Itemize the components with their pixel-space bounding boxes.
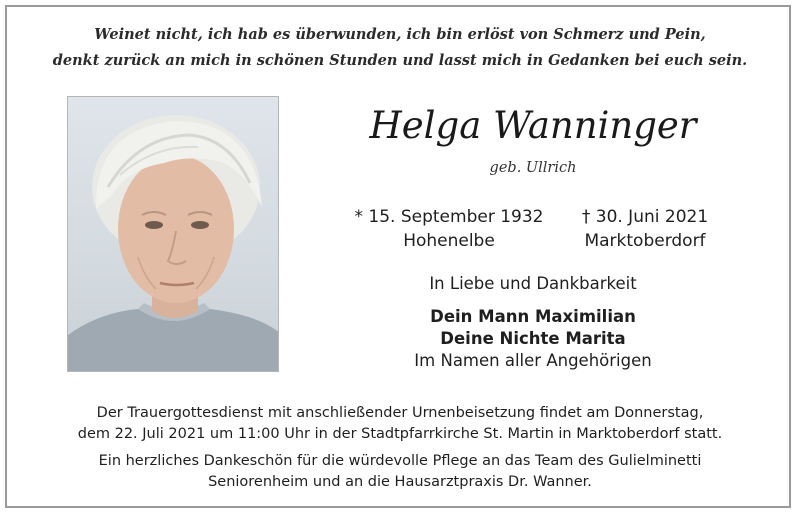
- gratitude-line-2: Seniorenheim und an die Hausarztpraxis Dr. Wanner.: [208, 474, 592, 490]
- birth-place: Hohenelbe: [403, 231, 495, 251]
- service-line-1: Der Trauergottesdienst mit anschließender Urnenbeisetzung findet am Donnerstag,: [96, 405, 704, 421]
- maiden-name: geb. Ullrich: [489, 160, 577, 176]
- verse-line-1: Weinet nicht, ich hab es überwunden, ich bin erlöst von Schmerz und Pein,: [94, 26, 706, 43]
- mourner-husband: Dein Mann Maximilian: [430, 307, 636, 326]
- funeral-service-info: [0, 403, 800, 445]
- portrait-photo: [67, 96, 279, 372]
- portrait-illustration: [68, 97, 279, 372]
- deceased-name: Helga Wanninger: [369, 104, 697, 147]
- gratitude-line-1: Ein herzliches Dankeschön für die würdevolle Pflege an das Team des Gulielminetti: [98, 453, 702, 469]
- gratitude-note: [0, 451, 800, 493]
- death-date: † 30. Juni 2021: [581, 207, 709, 227]
- death-place: Marktoberdorf: [584, 231, 706, 251]
- mourner-niece: Deine Nichte Marita: [440, 329, 626, 348]
- birth-info: [346, 205, 552, 253]
- mourners-intro: In Liebe und Dankbarkeit: [429, 274, 637, 293]
- verse-line-2: denkt zurück an mich in schönen Stunden und lasst mich in Gedanken bei euch sein.: [52, 52, 748, 69]
- service-line-2: dem 22. Juli 2021 um 11:00 Uhr in der Stadtpfarrkirche St. Martin in Marktoberdorf statt.: [77, 426, 723, 442]
- birth-date: * 15. September 1932: [354, 207, 544, 227]
- mourners-list: [300, 306, 766, 372]
- death-info: [570, 205, 720, 253]
- mourner-relatives: Im Namen aller Angehörigen: [414, 351, 652, 370]
- memorial-verse: [0, 22, 800, 74]
